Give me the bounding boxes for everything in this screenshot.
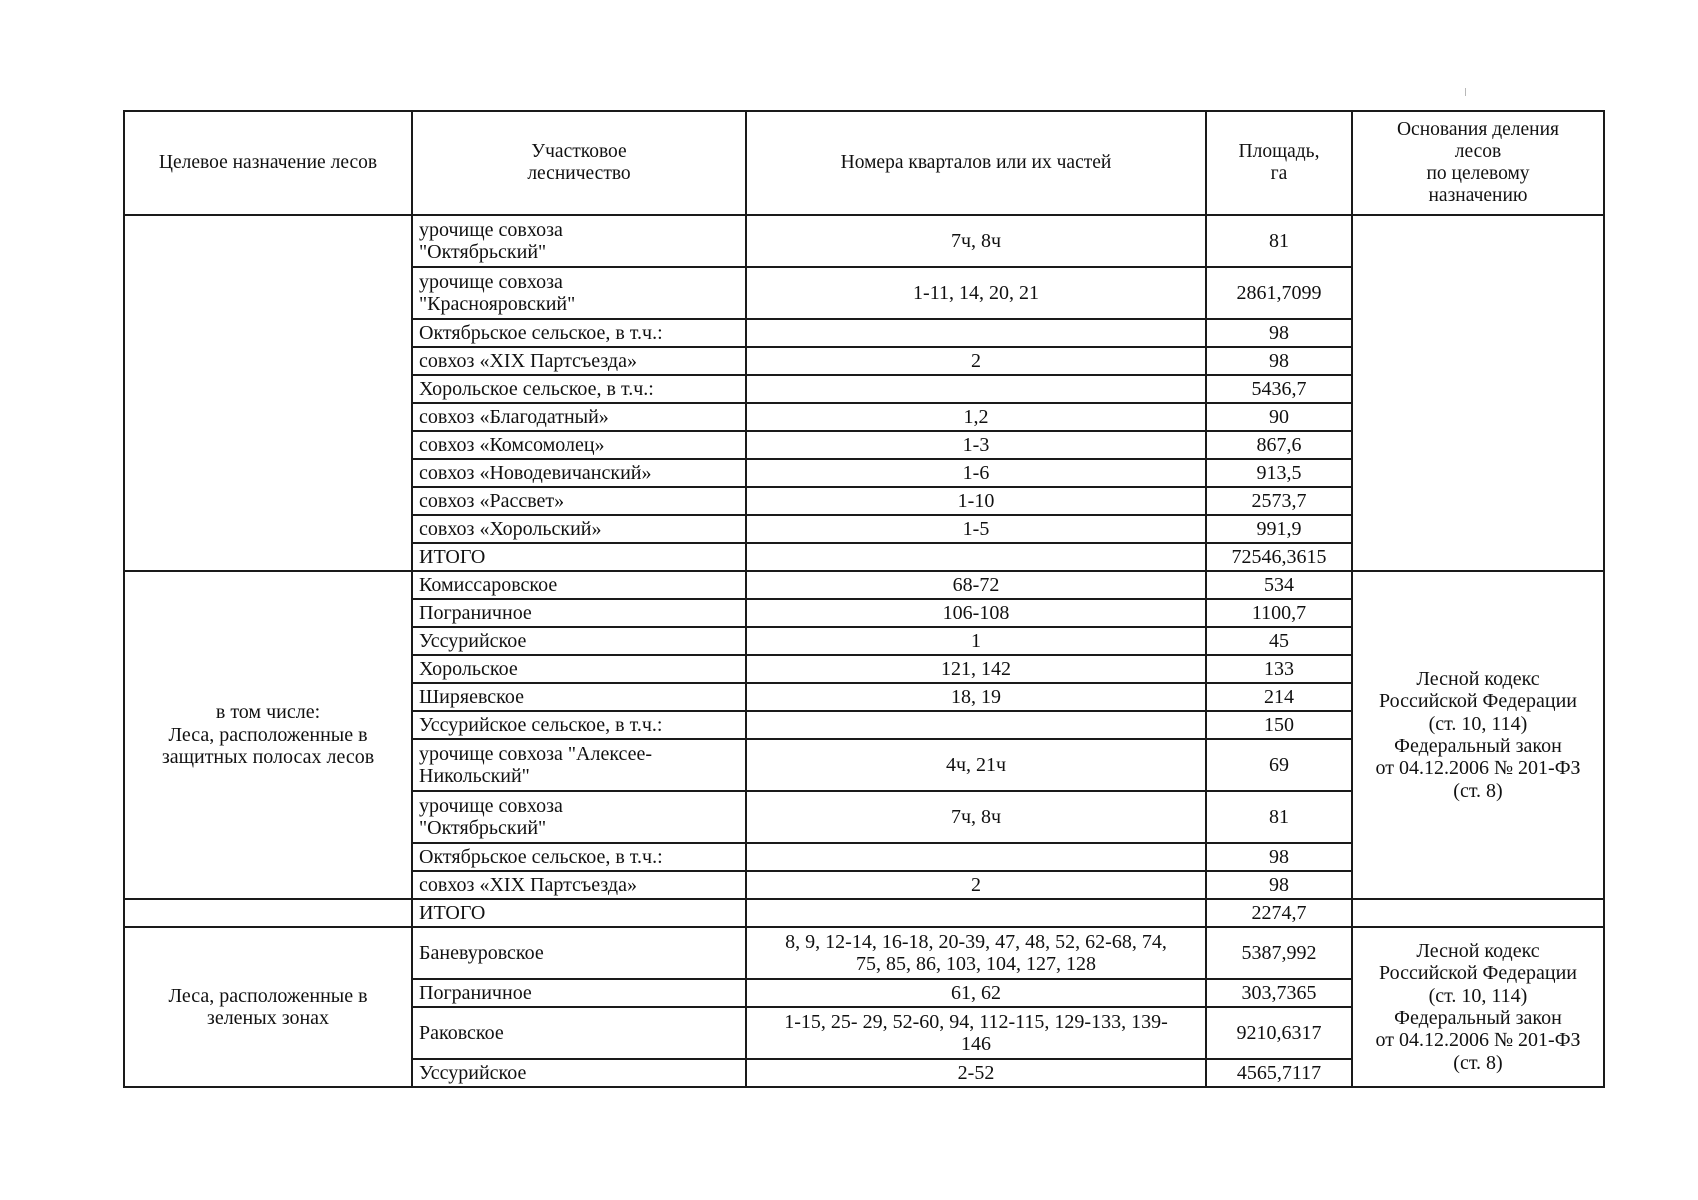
forestry-cell (412, 459, 746, 487)
area-text: 98 (1269, 321, 1289, 344)
forestry-text: урочище совхоза "Октябрьский" (419, 218, 563, 263)
basis-cell (1352, 899, 1604, 927)
quarters-text: 1-15, 25- 29, 52-60, 94, 112-115, 129-133, 139- 146 (784, 1010, 1168, 1055)
quarters-cell (746, 215, 1206, 267)
quarters-text: 2-52 (957, 1061, 995, 1084)
area-text: 4565,7117 (1236, 1061, 1322, 1084)
area-cell (1206, 571, 1352, 599)
area-text: 303,7365 (1241, 981, 1317, 1004)
forestry-cell (412, 515, 746, 543)
quarters-text: 1-5 (962, 517, 990, 540)
area-text: 98 (1269, 873, 1289, 896)
area-cell (1206, 347, 1352, 375)
quarters-cell (746, 899, 1206, 927)
forestry-text: Уссурийское сельское, в т.ч.: (419, 713, 663, 736)
forestry-cell (412, 739, 746, 791)
area-text: 867,6 (1256, 433, 1302, 456)
area-text: 150 (1264, 713, 1294, 736)
area-text: 90 (1269, 405, 1289, 428)
quarters-cell (746, 871, 1206, 899)
forestry-text: Уссурийское (419, 629, 527, 652)
basis-text: Лесной кодекс Российской Федерации (ст. 10, 114) Федеральный закон от 04.12.2006 № 201-ФЗ (ст. 8) (1375, 939, 1581, 1074)
forestry-text: урочище совхоза "Краснояровский" (419, 270, 576, 315)
area-cell (1206, 215, 1352, 267)
forestry-text: Хорольское сельское, в т.ч.: (419, 377, 654, 400)
forestry-text: совхоз «Благодатный» (419, 405, 609, 428)
area-cell (1206, 1059, 1352, 1087)
quarters-cell (746, 267, 1206, 319)
table-body (124, 215, 1604, 1087)
forestry-cell (412, 843, 746, 871)
forestry-cell (412, 599, 746, 627)
area-cell (1206, 627, 1352, 655)
area-cell (1206, 683, 1352, 711)
forestry-cell (412, 267, 746, 319)
quarters-cell (746, 431, 1206, 459)
quarters-text: 18, 19 (951, 685, 1001, 708)
quarters-text: 2 (971, 349, 981, 372)
area-text: 2573,7 (1251, 489, 1307, 512)
area-cell (1206, 487, 1352, 515)
quarters-cell (746, 571, 1206, 599)
header-area: Площадь, га (1206, 111, 1352, 215)
quarters-cell (746, 487, 1206, 515)
purpose-cell (124, 899, 412, 927)
quarters-text: 1-6 (962, 461, 990, 484)
table-row (124, 927, 1604, 979)
forestry-text: совхоз «Новодевичанский» (419, 461, 652, 484)
forestry-text: Хорольское (419, 657, 518, 680)
forestry-cell (412, 1059, 746, 1087)
area-text: 991,9 (1256, 517, 1302, 540)
forestry-text: совхоз «Рассвет» (419, 489, 565, 512)
forestry-cell (412, 711, 746, 739)
quarters-cell (746, 739, 1206, 791)
area-text: 98 (1269, 349, 1289, 372)
quarters-text: 4ч, 21ч (945, 753, 1007, 776)
area-cell (1206, 1007, 1352, 1059)
table-header-row (124, 111, 1604, 215)
purpose-cell (124, 571, 412, 899)
basis-cell (1352, 215, 1604, 571)
forestry-cell (412, 571, 746, 599)
area-cell (1206, 739, 1352, 791)
area-text: 45 (1269, 629, 1289, 652)
quarters-cell (746, 543, 1206, 571)
table-row (124, 899, 1604, 927)
area-cell (1206, 927, 1352, 979)
forestry-text: Октябрьское сельское, в т.ч.: (419, 845, 663, 868)
quarters-cell (746, 375, 1206, 403)
forestry-cell (412, 927, 746, 979)
purpose-text: Леса, расположенные в зеленых зонах (168, 984, 368, 1029)
quarters-cell (746, 1007, 1206, 1059)
quarters-cell (746, 683, 1206, 711)
quarters-text: 1-11, 14, 20, 21 (913, 281, 1039, 304)
area-text: 81 (1269, 805, 1289, 828)
header-forestry: Участковое лесничество (412, 111, 746, 215)
forestry-text: Комиссаровское (419, 573, 558, 596)
area-cell (1206, 403, 1352, 431)
quarters-cell (746, 599, 1206, 627)
forestry-text: Раковское (419, 1021, 504, 1044)
area-text: 2861,7099 (1236, 281, 1322, 304)
area-cell (1206, 899, 1352, 927)
area-cell (1206, 431, 1352, 459)
quarters-text: 1-10 (957, 489, 995, 512)
forestry-text: ИТОГО (419, 901, 486, 924)
quarters-text: 1,2 (963, 405, 989, 428)
quarters-cell (746, 711, 1206, 739)
quarters-cell (746, 627, 1206, 655)
area-text: 98 (1269, 845, 1289, 868)
area-cell (1206, 711, 1352, 739)
area-cell (1206, 655, 1352, 683)
quarters-cell (746, 979, 1206, 1007)
table-row (124, 571, 1604, 599)
quarters-cell (746, 1059, 1206, 1087)
area-cell (1206, 543, 1352, 571)
quarters-cell (746, 319, 1206, 347)
forestry-text: урочище совхоза "Октябрьский" (419, 794, 563, 839)
forestry-text: урочище совхоза "Алексее- Никольский" (419, 742, 653, 787)
basis-cell (1352, 927, 1604, 1087)
forestry-cell (412, 543, 746, 571)
basis-text: Лесной кодекс Российской Федерации (ст. 10, 114) Федеральный закон от 04.12.2006 № 201-ФЗ (ст. 8) (1375, 667, 1581, 802)
quarters-cell (746, 843, 1206, 871)
area-text: 534 (1264, 573, 1294, 596)
purpose-text: в том числе: Леса, расположенные в защитных полосах лесов (161, 701, 375, 769)
purpose-cell (124, 215, 412, 571)
area-text: 81 (1269, 229, 1289, 252)
forestry-cell (412, 627, 746, 655)
area-text: 5436,7 (1251, 377, 1307, 400)
forestry-cell (412, 871, 746, 899)
area-cell (1206, 843, 1352, 871)
area-text: 5387,992 (1241, 941, 1317, 964)
purpose-cell (124, 927, 412, 1087)
quarters-cell (746, 515, 1206, 543)
forestry-text: Октябрьское сельское, в т.ч.: (419, 321, 663, 344)
quarters-text: 7ч, 8ч (950, 805, 1002, 828)
area-text: 214 (1264, 685, 1294, 708)
quarters-text: 68-72 (952, 573, 1000, 596)
basis-cell (1352, 571, 1604, 899)
forestry-cell (412, 375, 746, 403)
area-text: 2274,7 (1251, 901, 1307, 924)
quarters-text: 7ч, 8ч (950, 229, 1002, 252)
quarters-text: 1-3 (962, 433, 990, 456)
quarters-text: 121, 142 (941, 657, 1011, 680)
forestry-text: совхоз «XIX Партсъезда» (419, 873, 637, 896)
header-purpose: Целевое назначение лесов (124, 111, 412, 215)
forestry-cell (412, 1007, 746, 1059)
area-text: 1100,7 (1251, 601, 1307, 624)
header-quarters: Номера кварталов или их частей (746, 111, 1206, 215)
area-text: 913,5 (1256, 461, 1302, 484)
quarters-text: 1 (971, 629, 981, 652)
forestry-text: Пограничное (419, 601, 532, 624)
quarters-cell (746, 791, 1206, 843)
forestry-text: совхоз «XIX Партсъезда» (419, 349, 637, 372)
table-row (124, 215, 1604, 267)
forestry-cell (412, 655, 746, 683)
forestry-text: ИТОГО (419, 545, 486, 568)
forestry-text: совхоз «Хорольский» (419, 517, 602, 540)
forestry-cell (412, 431, 746, 459)
forestry-cell (412, 487, 746, 515)
forestry-text: Уссурийское (419, 1061, 527, 1084)
quarters-cell (746, 459, 1206, 487)
quarters-text: 8, 9, 12-14, 16-18, 20-39, 47, 48, 52, 62-68, 74, 75, 85, 86, 103, 104, 127, 128 (785, 930, 1167, 975)
area-text: 72546,3615 (1231, 545, 1327, 568)
forest-purpose-table (123, 110, 1605, 1088)
forestry-cell (412, 347, 746, 375)
forestry-cell (412, 979, 746, 1007)
forestry-cell (412, 319, 746, 347)
forestry-text: Баневуровское (419, 941, 544, 964)
forestry-cell (412, 791, 746, 843)
quarters-cell (746, 927, 1206, 979)
forestry-text: Ширяевское (419, 685, 524, 708)
area-cell (1206, 599, 1352, 627)
header-basis: Основания деления лесов по целевому назначению (1352, 111, 1604, 215)
quarters-cell (746, 347, 1206, 375)
area-text: 9210,6317 (1236, 1021, 1322, 1044)
area-cell (1206, 375, 1352, 403)
area-text: 133 (1264, 657, 1294, 680)
forestry-cell (412, 683, 746, 711)
area-cell (1206, 459, 1352, 487)
quarters-cell (746, 403, 1206, 431)
forestry-cell (412, 403, 746, 431)
area-cell (1206, 791, 1352, 843)
forestry-text: совхоз «Комсомолец» (419, 433, 605, 456)
quarters-text: 61, 62 (951, 981, 1001, 1004)
quarters-text: 106-108 (942, 601, 1010, 624)
area-cell (1206, 515, 1352, 543)
forestry-text: Пограничное (419, 981, 532, 1004)
area-cell (1206, 979, 1352, 1007)
area-text: 69 (1269, 753, 1289, 776)
area-cell (1206, 267, 1352, 319)
area-cell (1206, 871, 1352, 899)
quarters-text: 2 (971, 873, 981, 896)
forestry-cell (412, 215, 746, 267)
quarters-cell (746, 655, 1206, 683)
scan-mark (1465, 88, 1466, 96)
forestry-cell (412, 899, 746, 927)
area-cell (1206, 319, 1352, 347)
